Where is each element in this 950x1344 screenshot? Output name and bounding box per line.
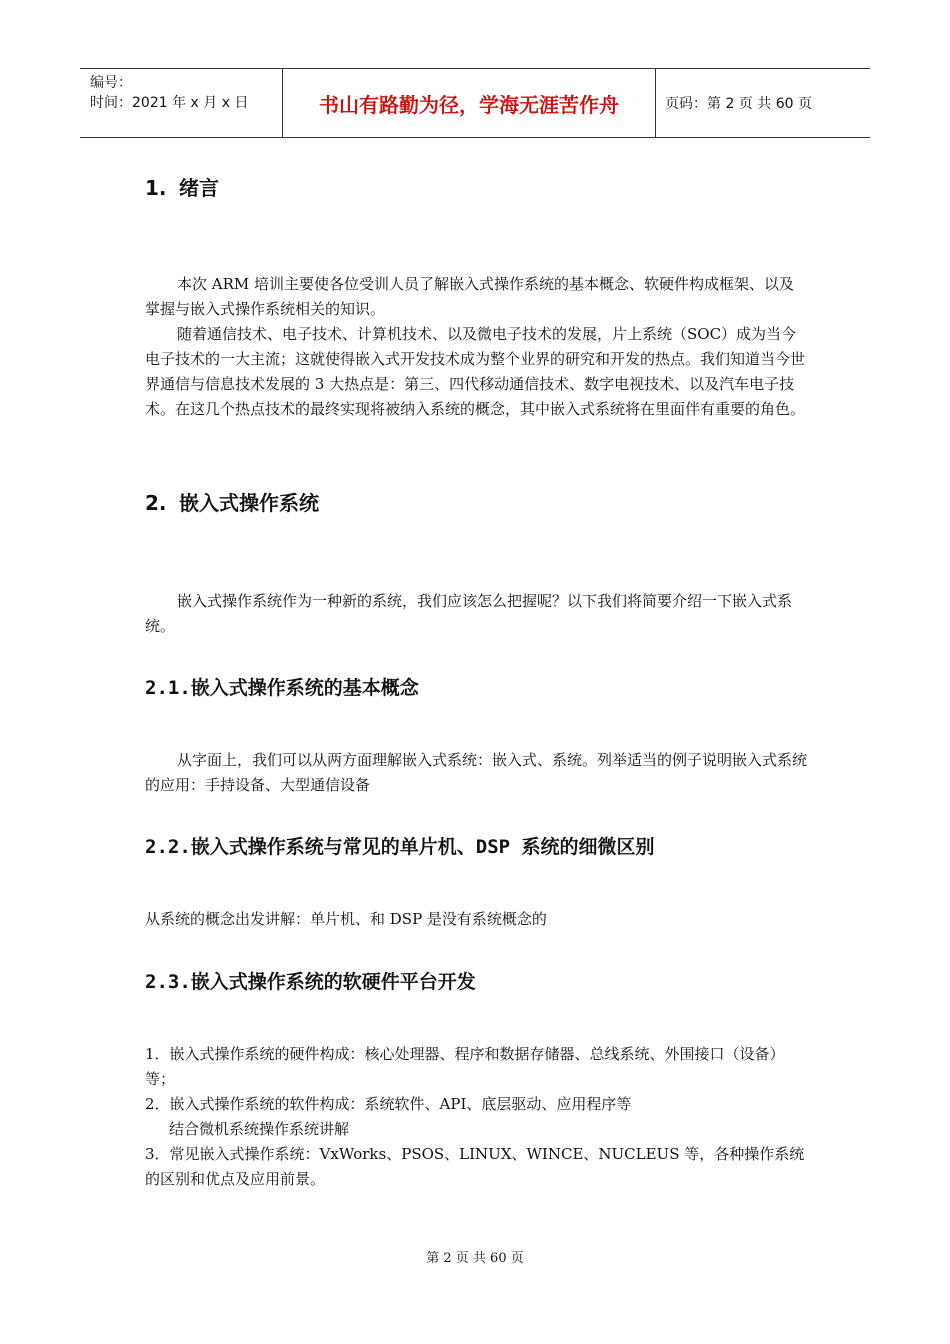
section-2-1-paragraph: 从字面上，我们可以从两方面理解嵌入式系统：嵌入式、系统。列举适当的例子说明嵌入式系统的应用：手持设备、大型通信设备: [145, 751, 808, 794]
time-label: 时间：2021 年 x 月 x 日: [90, 95, 249, 111]
section-2-3-list: [145, 1042, 807, 1192]
section-2-paragraph: 嵌入式操作系统作为一种新的系统，我们应该怎么把握呢？以下我们将简要介绍一下嵌入式系统。: [145, 592, 793, 635]
header-table: [80, 68, 870, 138]
section-2-3-heading: 2.3.嵌入式操作系统的软硬件平台开发: [145, 971, 476, 993]
list-item-note: 结合微机系统操作系统讲解: [169, 1120, 350, 1138]
section-2-2-heading: 2.2.嵌入式操作系统与常见的单片机、DSP 系统的细微区别: [145, 836, 655, 858]
section-1-title: 绪言: [179, 176, 219, 200]
section-1-paragraph-2: 随着通信技术、电子技术、计算机技术、以及微电子技术的发展，片上系统（SOC）成为当今电子技术的一大主流；这就使得嵌入式开发技术成为整个业界的研究和开发的热点。我们知道当今世界通信与信息技术发展的 3 大热点是：第三、四代移动通信技术、数字电视技术、以及汽车电子技术。在这几个热点技术的最终实现将被纳入系统的概念，其中嵌入式系统将在里面伴有重要的角色。: [145, 325, 806, 418]
list-item: 2．嵌入式操作系统的软件构成：系统软件、API、底层驱动、应用程序等: [145, 1095, 632, 1113]
section-2-1-heading: 2.1.嵌入式操作系统的基本概念: [145, 677, 419, 699]
number-label: 编号：: [90, 75, 132, 91]
section-1-number: 1.: [145, 176, 167, 200]
page-footer: 第 2 页 共 60 页: [426, 1251, 524, 1266]
list-item: 3．常见嵌入式操作系统：VxWorks、PSOS、LINUX、WINCE、NUCLEUS 等，各种操作系统的区别和优点及应用前景。: [145, 1145, 805, 1188]
section-1-body: [145, 272, 807, 422]
list-item: 1．嵌入式操作系统的硬件构成：核心处理器、程序和数据存储器、总线系统、外围接口（设备）等；: [145, 1045, 785, 1088]
section-1-heading: [145, 172, 219, 201]
header-motto: 书山有路勤为径，学海无涯苦作舟: [283, 69, 656, 137]
section-2-heading: [145, 487, 319, 516]
section-2-number: 2.: [145, 491, 167, 515]
header-meta-cell: [80, 69, 283, 137]
section-2-title: 嵌入式操作系统: [179, 491, 319, 515]
header-page-info: 页码：第 2 页 共 60 页: [665, 96, 812, 112]
section-2-2-paragraph: 从系统的概念出发讲解：单片机、和 DSP 是没有系统概念的: [145, 910, 547, 928]
section-1-paragraph-1: 本次 ARM 培训主要使各位受训人员了解嵌入式操作系统的基本概念、软硬件构成框架、以及掌握与嵌入式操作系统相关的知识。: [145, 275, 795, 318]
